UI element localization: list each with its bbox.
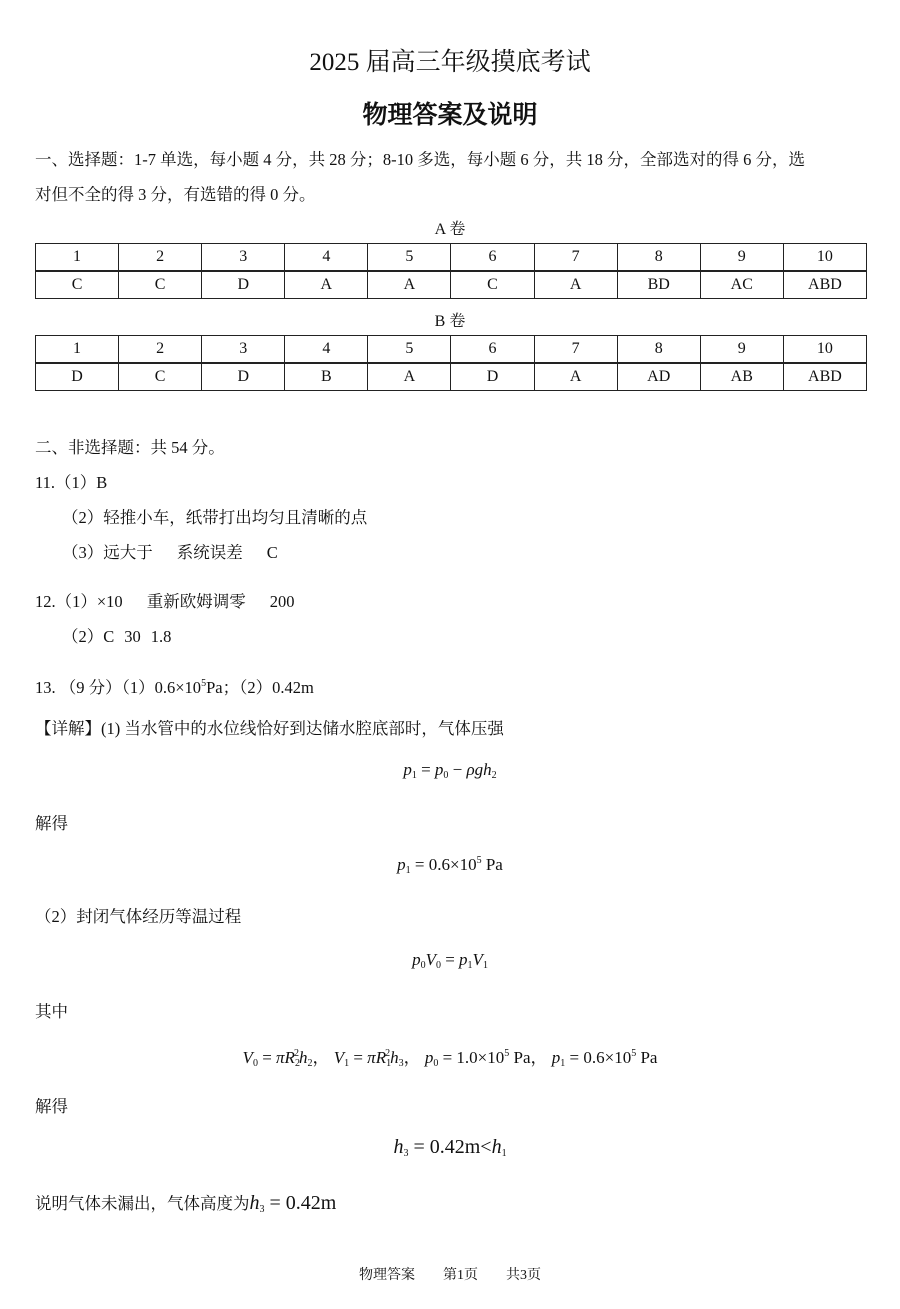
q13-number: 13. <box>35 678 56 697</box>
conclusion-text: 说明气体未漏出，气体高度为 <box>35 1194 250 1213</box>
q12-part2-a: （2）C <box>62 627 115 646</box>
page-title: 2025 届高三年级摸底考试 <box>309 49 591 76</box>
table-cell: 6 <box>451 336 534 364</box>
table-cell: 7 <box>534 336 617 364</box>
answer-table-a <box>35 243 867 299</box>
table-cell: ABD <box>783 363 866 391</box>
table-cell: A <box>534 271 617 299</box>
table-cell: A <box>534 363 617 391</box>
equation-p1-definition: $p_1 = p_0 - \rho gh_2$ <box>403 760 497 781</box>
q13-part2-value: 0.42m <box>272 678 314 697</box>
q13-part1-unit: Pa； <box>206 678 240 697</box>
q11-part2: （2）轻推小车，纸带打出均匀且清晰的点 <box>62 508 368 527</box>
table-cell: AB <box>700 363 783 391</box>
table-cell: 10 <box>783 244 866 272</box>
solve-label-1: 解得 <box>35 814 68 833</box>
table-cell: AD <box>617 363 700 391</box>
q12-part1 <box>35 588 294 612</box>
answer-table-b <box>35 335 867 391</box>
table-cell: A <box>285 271 368 299</box>
q12-part1-a: 12.（1）×10 <box>35 592 123 611</box>
q11-part1: 11.（1）B <box>35 473 108 492</box>
detail-label: 【详解】 <box>35 719 101 738</box>
table-cell: C <box>119 363 202 391</box>
table-cell: 7 <box>534 244 617 272</box>
footer-total: 共3页 <box>506 1268 541 1283</box>
q13-score: （9 分） <box>59 678 122 697</box>
table-a-caption: A 卷 <box>434 221 466 238</box>
q12-part2-c: 1.8 <box>150 627 172 646</box>
q11-part3-b: 系统误差 <box>176 543 243 562</box>
conclusion: 说明气体未漏出，气体高度为$h_3 = 0.42m$ <box>35 1192 337 1215</box>
table-cell: 9 <box>700 336 783 364</box>
q13-part1-label: （1） <box>121 678 155 697</box>
table-cell: 5 <box>368 244 451 272</box>
table-row-numbers <box>36 244 867 272</box>
page-subtitle: 物理答案及说明 <box>362 102 538 129</box>
table-cell: C <box>36 271 119 299</box>
section1-instructions-line2: 对但不全的得 3 分，有选错的得 0 分。 <box>35 185 316 204</box>
q13-part1-value: 0.6×10 <box>154 678 202 697</box>
section1-instructions-line1: 一、选择题：1-7 单选，每小题 4 分，共 28 分；8-10 多选，每小题 6 分，共 18 分，全部选对的得 6 分，选 <box>35 150 805 169</box>
table-cell: 1 <box>36 244 119 272</box>
detail-text: (1) 当水管中的水位线恰好到达储水腔底部时，气体压强 <box>101 719 504 738</box>
table-row-numbers <box>36 336 867 364</box>
where-label: 其中 <box>35 1002 68 1021</box>
table-cell: C <box>451 271 534 299</box>
q12-part1-c: 200 <box>269 592 295 611</box>
table-cell: 3 <box>202 244 285 272</box>
q11-part3 <box>62 539 278 563</box>
table-cell: 2 <box>119 244 202 272</box>
equation-isothermal: $p_0V_0 = p_1V_1$ <box>412 950 488 971</box>
table-cell: D <box>202 363 285 391</box>
table-cell: 9 <box>700 244 783 272</box>
table-row-answers <box>36 363 867 391</box>
footer-page: 第1页 <box>443 1268 478 1283</box>
table-cell: 1 <box>36 336 119 364</box>
table-cell: 5 <box>368 336 451 364</box>
table-cell: D <box>202 271 285 299</box>
table-cell: B <box>285 363 368 391</box>
table-cell: BD <box>617 271 700 299</box>
q11-part3-a: （3）远大于 <box>62 543 153 562</box>
section2-heading: 二、非选择题：共 54 分。 <box>35 438 225 457</box>
q13-part2-label: （2） <box>239 678 273 697</box>
q13-part1-exp: 5 <box>201 678 207 689</box>
q13-summary <box>35 674 314 698</box>
solve-label-2: 解得 <box>35 1097 68 1116</box>
equation-p1-value: $p_1 = 0.6\times 10^5$ Pa <box>397 855 503 876</box>
table-cell: AC <box>700 271 783 299</box>
table-cell: D <box>451 363 534 391</box>
footer-doc: 物理答案 <box>359 1268 415 1283</box>
table-cell: 8 <box>617 336 700 364</box>
equation-values: $V_0 = \pi R_2^2h_2$， $V_1 = \pi R_1^2h_3$， $p_0 = 1.0\times 10^5$ Pa， $p_1 = 0.6\times 10^5$ Pa <box>242 1048 658 1069</box>
page-footer <box>0 1264 900 1284</box>
table-cell: A <box>368 271 451 299</box>
table-cell: 4 <box>285 244 368 272</box>
table-row-answers <box>36 271 867 299</box>
table-cell: 2 <box>119 336 202 364</box>
table-cell: D <box>36 363 119 391</box>
q11-part3-c: C <box>266 543 278 562</box>
q12-part2 <box>62 623 171 647</box>
table-cell: 10 <box>783 336 866 364</box>
table-cell: 3 <box>202 336 285 364</box>
table-cell: ABD <box>783 271 866 299</box>
table-cell: 8 <box>617 244 700 272</box>
table-cell: C <box>119 271 202 299</box>
q13-detail <box>35 715 504 739</box>
table-cell: A <box>368 363 451 391</box>
equation-h3: $h_3 = 0.42m<h_1$ <box>393 1136 507 1159</box>
table-cell: 4 <box>285 336 368 364</box>
table-cell: 6 <box>451 244 534 272</box>
q12-part2-b: 30 <box>124 627 141 646</box>
table-b-caption: B 卷 <box>434 313 466 330</box>
q13-part2-text: （2）封闭气体经历等温过程 <box>35 907 242 926</box>
q12-part1-b: 重新欧姆调零 <box>146 592 246 611</box>
